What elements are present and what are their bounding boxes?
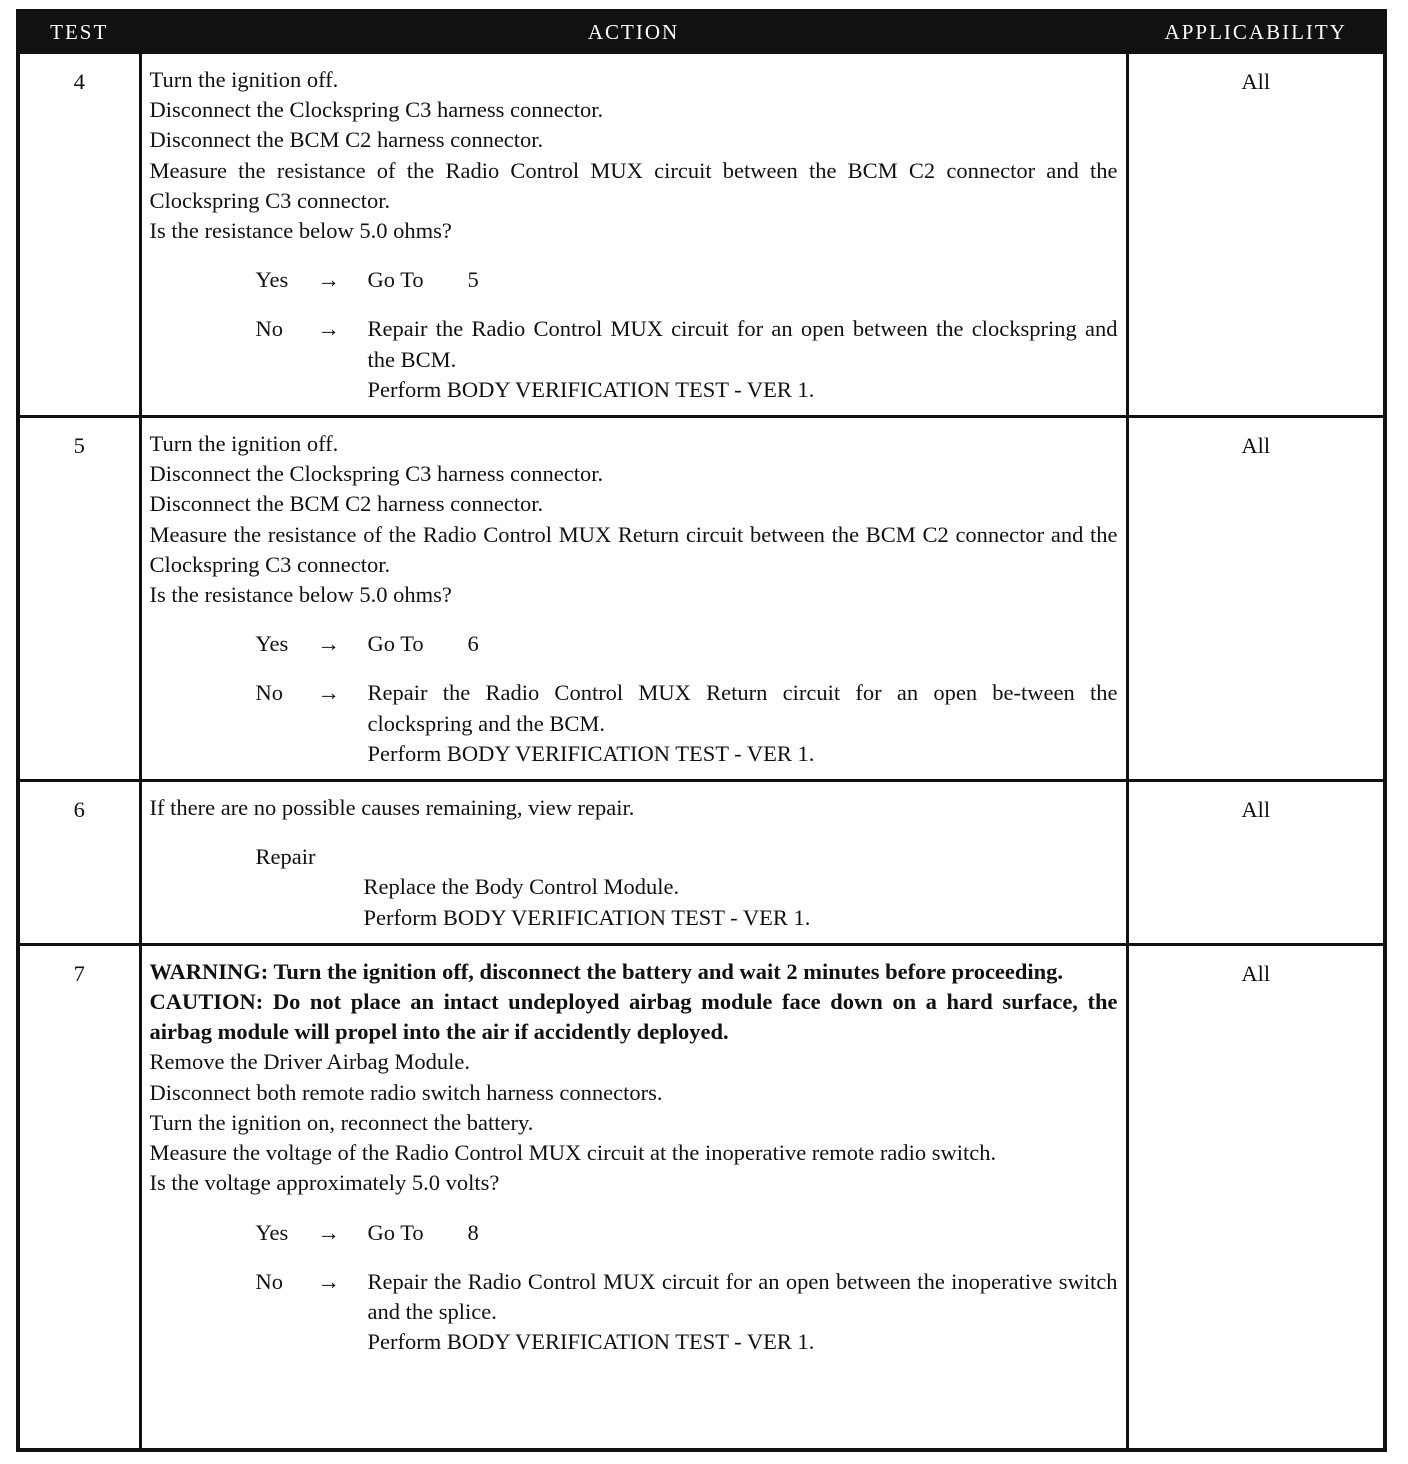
- yes-response: [256, 1218, 1118, 1248]
- arrow-icon: →: [317, 631, 340, 657]
- perform-text: Perform BODY VERIFICATION TEST - VER 1.: [367, 740, 815, 766]
- repair-step: Replace the Body Control Module.: [363, 874, 680, 900]
- yes-label: Yes: [255, 1219, 289, 1245]
- action-cell: [140, 781, 1127, 945]
- yes-label: Yes: [255, 631, 289, 657]
- no-action-text: Repair the Radio Control MUX circuit for an open between the clockspring and the BCM.: [367, 316, 1118, 372]
- no-action-text: Repair the Radio Control MUX Return circuit for an open be-tween the clockspring and the BCM.: [367, 680, 1118, 736]
- perform-text: Perform BODY VERIFICATION TEST - VER 1.: [367, 376, 815, 402]
- goto-label: Go To: [367, 1219, 424, 1245]
- yes-label: Yes: [255, 267, 289, 293]
- test-number: 6: [18, 781, 140, 945]
- action-step: Measure the resistance of the Radio Control MUX Return circuit between the BCM C2 connector and the Clockspring C3 connector.: [149, 521, 1118, 577]
- action-step: Disconnect both remote radio switch harness connectors.: [149, 1079, 663, 1105]
- action-step: If there are no possible causes remaining, view repair.: [149, 795, 635, 821]
- no-response: [256, 314, 1118, 405]
- action-cell: [140, 944, 1127, 1450]
- no-label: No: [255, 316, 283, 342]
- action-step: Remove the Driver Airbag Module.: [149, 1049, 471, 1075]
- arrow-icon: →: [317, 1268, 340, 1294]
- goto-target: 8: [467, 1219, 479, 1245]
- test-number: 7: [18, 944, 140, 1450]
- test-row-4: [18, 53, 1385, 417]
- action-question: Is the resistance below 5.0 ohms?: [149, 218, 452, 244]
- table-header-row: [18, 11, 1385, 53]
- arrow-icon: →: [317, 267, 340, 293]
- goto-target: 6: [467, 631, 479, 657]
- action-step: Disconnect the BCM C2 harness connector.: [149, 127, 544, 153]
- action-step: Turn the ignition off.: [149, 67, 339, 92]
- yes-response: [256, 265, 1118, 295]
- caution-text: CAUTION: Do not place an intact undeployed airbag module face down on a hard surface, the airbag module will propel into the air if accidently deployed.: [149, 989, 1118, 1045]
- action-step: Disconnect the BCM C2 harness connector.: [149, 491, 544, 517]
- action-step: Disconnect the Clockspring C3 harness connector.: [149, 461, 604, 487]
- header-action: ACTION: [140, 11, 1127, 53]
- repair-label: Repair: [255, 844, 316, 870]
- perform-text: Perform BODY VERIFICATION TEST - VER 1.: [367, 1329, 815, 1355]
- yes-response: [256, 629, 1118, 659]
- goto-label: Go To: [367, 631, 424, 657]
- action-step: Turn the ignition on, reconnect the battery.: [149, 1109, 534, 1135]
- no-action-text: Repair the Radio Control MUX circuit for an open between the inoperative switch and the splice.: [367, 1268, 1118, 1324]
- test-row-6: [18, 781, 1385, 945]
- header-applicability: APPLICABILITY: [1127, 11, 1385, 53]
- test-row-7: [18, 944, 1385, 1450]
- header-test: TEST: [18, 11, 140, 53]
- test-row-5: [18, 417, 1385, 781]
- applicability: All: [1127, 781, 1385, 945]
- arrow-icon: →: [317, 1219, 340, 1245]
- test-number: 5: [18, 417, 140, 781]
- goto-label: Go To: [367, 267, 424, 293]
- action-cell: [140, 417, 1127, 781]
- arrow-icon: →: [317, 680, 340, 706]
- action-step: Disconnect the Clockspring C3 harness connector.: [149, 97, 604, 123]
- no-label: No: [255, 680, 283, 706]
- applicability: All: [1127, 944, 1385, 1450]
- applicability: All: [1127, 53, 1385, 417]
- action-cell: [140, 53, 1127, 417]
- test-number: 4: [18, 53, 140, 417]
- action-step: Measure the voltage of the Radio Control MUX circuit at the inoperative remote radio switch.: [149, 1140, 997, 1166]
- no-response: [256, 1267, 1118, 1358]
- warning-text: WARNING: Turn the ignition off, disconnect the battery and wait 2 minutes before proceeding.: [149, 958, 1064, 984]
- action-question: Is the voltage approximately 5.0 volts?: [149, 1170, 500, 1196]
- repair-step: Perform BODY VERIFICATION TEST - VER 1.: [363, 904, 811, 930]
- action-step: Measure the resistance of the Radio Control MUX circuit between the BCM C2 connector and the Clockspring C3 connector.: [149, 157, 1118, 213]
- goto-target: 5: [467, 267, 479, 293]
- applicability: All: [1127, 417, 1385, 781]
- no-label: No: [255, 1268, 283, 1294]
- action-step: Turn the ignition off.: [149, 431, 339, 457]
- action-question: Is the resistance below 5.0 ohms?: [149, 582, 452, 608]
- arrow-icon: →: [317, 316, 340, 342]
- diagnostic-test-table: [16, 9, 1387, 1452]
- no-response: [256, 678, 1118, 769]
